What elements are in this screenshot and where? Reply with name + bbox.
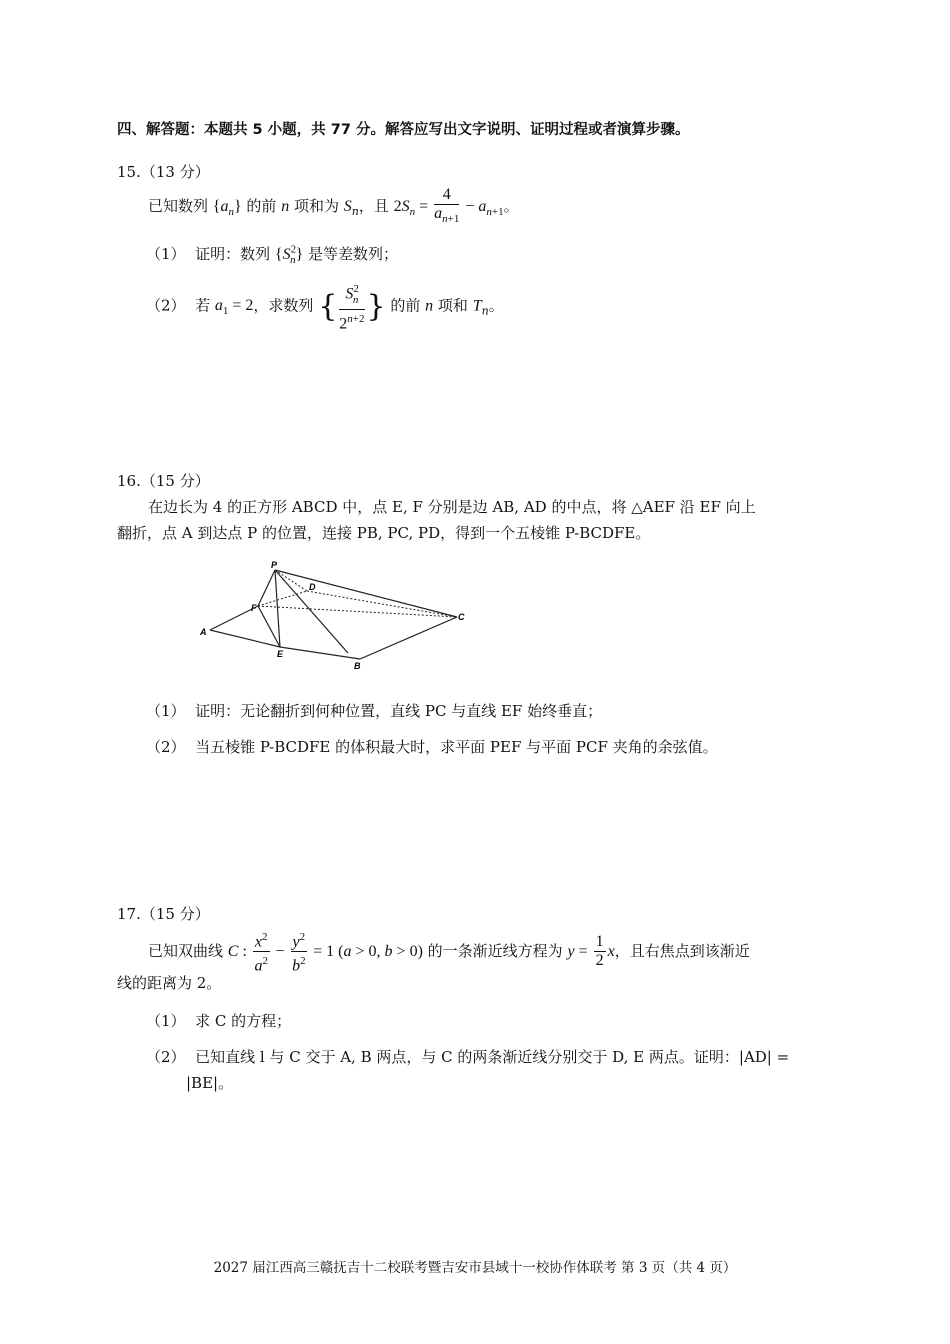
q16-number: 16.（15 分） xyxy=(117,472,210,490)
q16-part2: （2） 当五棱锥 P-BCDFE 的体积最大时，求平面 PEF 与平面 PCF 夹角的余弦值。 xyxy=(146,738,718,756)
q17-part1: （1） 求 C 的方程； xyxy=(146,1012,292,1030)
q16-stem-line2: 翻折，点 A 到达点 P 的位置，连接 PB, PC, PD，得到一个五棱锥 P-BCDFE。 xyxy=(117,524,651,542)
q15-stem: 已知数列 $\{a_n\}$ 的前 n 项和为 $S_n$，且 $2S_n$ = $\frac{4}{a_{n+1}}$ − $a_{n+1}$。 xyxy=(148,186,519,226)
q15-number: 15.（13 分） xyxy=(117,163,210,181)
q16-part1: （1） 证明：无论翻折到何种位置，直线 PC 与直线 EF 始终垂直； xyxy=(146,702,603,720)
q15-part2: （2） 若 $a_1 = 2$，求数列 { $\frac{S^2_n}{2^{n+2}}$ } 的前 n 项和 $T_n$。 xyxy=(146,280,504,333)
figure-label-b: B xyxy=(354,661,361,671)
figure-label-f: F xyxy=(251,603,257,613)
q17-stem-line2: 线的距离为 2。 xyxy=(117,974,222,992)
q17-part2: （2） 已知直线 l 与 C 交于 A, B 两点，与 C 的两条渐近线分别交于 D, E 两点。证明：|AD| = xyxy=(146,1048,790,1066)
figure-label-e: E xyxy=(277,649,284,659)
q17-part2-line2: |BE|。 xyxy=(186,1074,234,1092)
q15-part1: （1） 证明：数列 $\{S^2_n\}$ 是等差数列； xyxy=(146,243,399,267)
q17-stem-line1: 已知双曲线 C : $\frac{x^2}{a^2}$ − $\frac{y^2}{b^2}$ = 1 (a > 0, b > 0) 的一条渐近线方程为 y = $\frac{1}{2}$ x，且右焦点到该渐近 xyxy=(148,928,750,976)
figure-label-c: C xyxy=(458,612,465,622)
q16-pyramid-figure xyxy=(195,558,480,673)
q16-stem-line1: 在边长为 4 的正方形 ABCD 中，点 E, F 分别是边 AB, AD 的中点，将 △AEF 沿 EF 向上 xyxy=(148,498,756,516)
q17-number: 17.（15 分） xyxy=(117,905,210,923)
section-heading: 四、解答题：本题共 5 小题，共 77 分。解答应写出文字说明、证明过程或者演算步骤。 xyxy=(117,122,690,138)
figure-label-a: A xyxy=(200,627,207,637)
figure-label-d: D xyxy=(309,582,316,592)
figure-label-p: P xyxy=(271,560,278,570)
page-footer: 2027 届江西高三赣抚吉十二校联考暨吉安市县域十一校协作体联考 第 3 页（共 4 页） xyxy=(213,1260,737,1276)
